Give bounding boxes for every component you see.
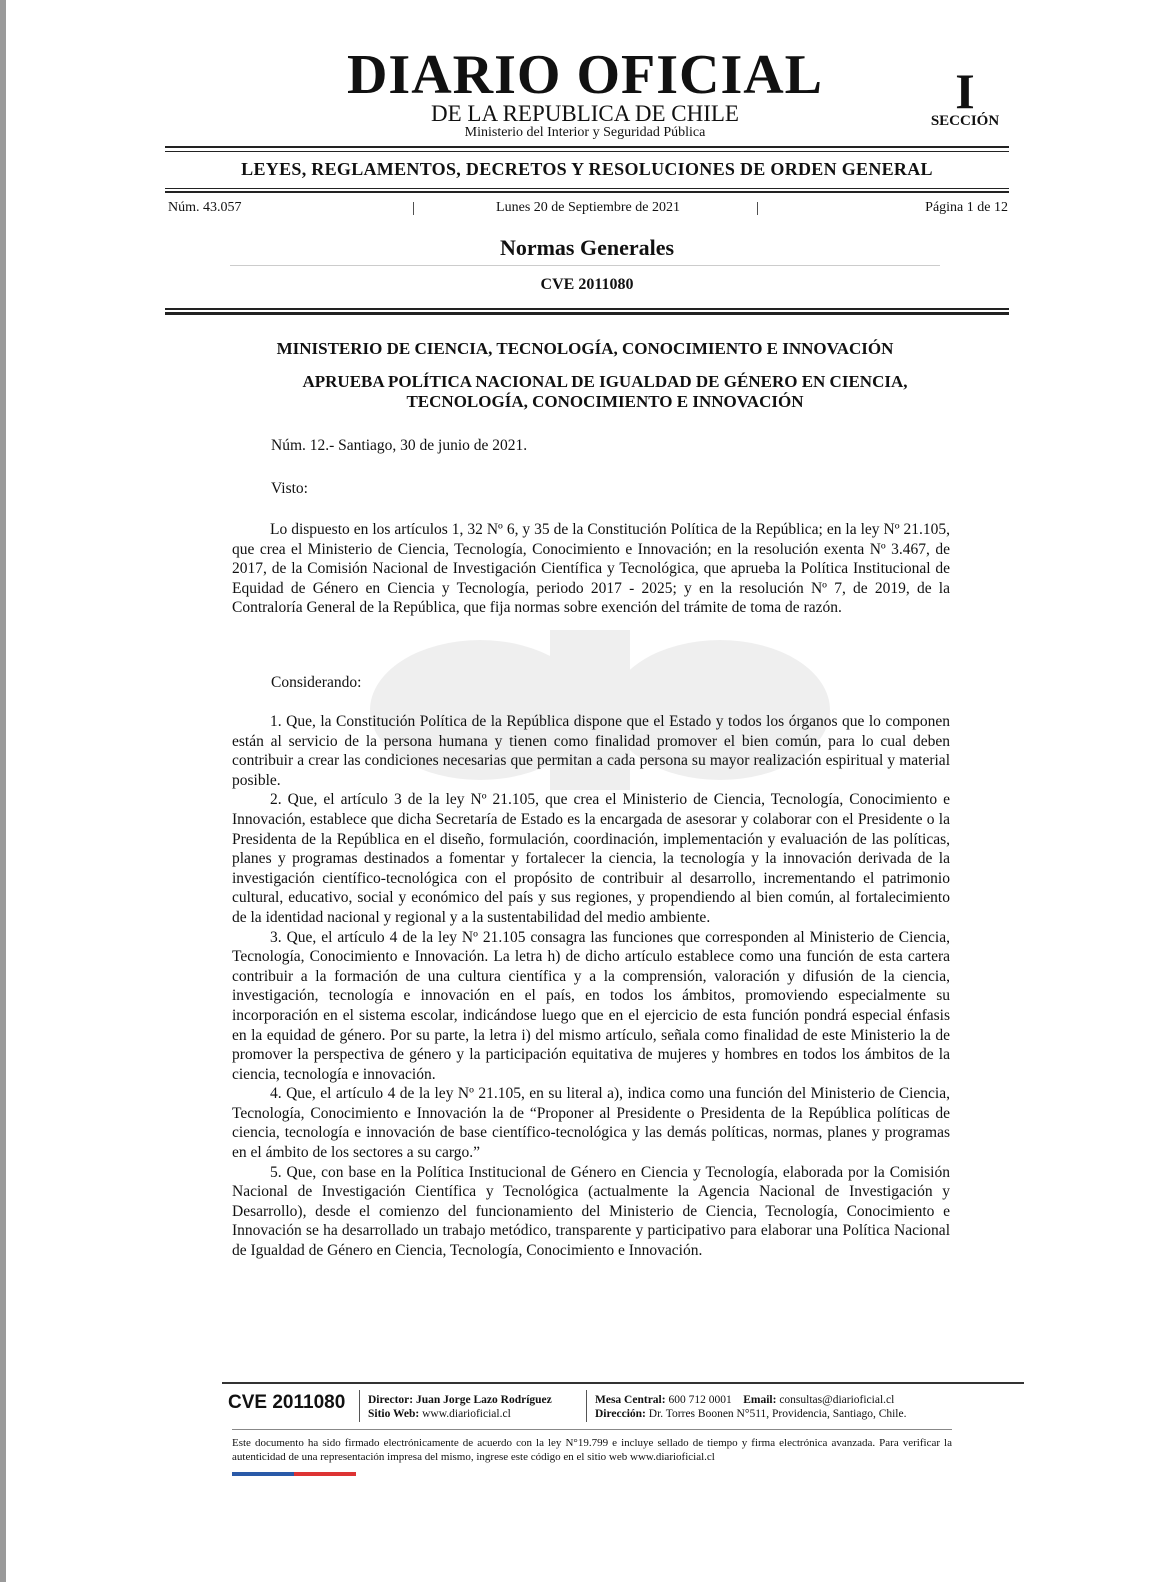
header-rule-top — [165, 146, 1009, 148]
email-link[interactable]: consultas@diarioficial.cl — [779, 1394, 895, 1406]
section-heading: Normas Generales — [499, 235, 675, 260]
considerando-label: Considerando: — [271, 674, 362, 691]
section-number: I — [955, 63, 975, 119]
footer-divider — [586, 1390, 587, 1422]
masthead-subtitle: DE LA REPUBLICA DE CHILE — [431, 101, 739, 126]
page-indicator: Página 1 de 12 — [925, 200, 1008, 215]
meta-separator: | — [412, 200, 416, 216]
mesa-phone: 600 712 0001 — [668, 1394, 732, 1406]
considerando-item: 1. Que, la Constitución Política de la República dispone que el Estado y todos los órganos que lo componen están al servicio de la persona humana y tienen como finalidad promover el bien común, para lo cual deben contribuir a crear las condiciones necesarias que permitan a cada persona su mayor realización espiritual y material posible. — [232, 713, 950, 789]
considerando-item: 2. Que, el artículo 3 de la ley Nº 21.105, que crea el Ministerio de Ciencia, Tecnología, Conocimiento e Innovación, establece que dicha Secretaría de Estado es la encargada de asesorar y colaborar con el Presidente o la Presidenta de la República en el diseño, formulación, coordinación, implementación y evaluación de las políticas, planes y programas destinados a fomentar y fortalecer la ciencia, la tecnología y la innovación derivada de la investigación científico-tecnológica con el propósito de contribuir al desarrollo, incrementando el patrimonio cultural, educativo, social y económico del país y sus regiones, y propendiendo al bien común, al fortalecimiento de la identidad nacional y regional y a la sustentabilidad del medio ambiente. — [232, 791, 950, 926]
decree-number-date: Núm. 12.- Santiago, 30 de junio de 2021. — [271, 437, 528, 454]
flag-stripe-blue — [232, 1472, 294, 1476]
flag-stripe-red — [294, 1472, 356, 1476]
document-ministry: MINISTERIO DE CIENCIA, TECNOLOGÍA, CONOCIMIENTO E INNOVACIÓN — [276, 339, 894, 358]
considerando-item: 3. Que, el artículo 4 de la ley Nº 21.105 consagra las funciones que corresponden al Ministerio de Ciencia, Tecnología, Conocimiento e Innovación. La letra h) de dicho artículo establece como una función de esta cartera contribuir a la formación de una cultura científica y a la comprensión, valoración y difusión de la ciencia, investigación, tecnología e innovación en el país, en todos los ámbitos, promoviendo especialmente su incorporación en el sistema escolar, indicándose luego que en el ejercicio de esta función pondrá especial énfasis en la equidad de género. Por su parte, la letra i) del mismo artículo, señala como finalidad de este Ministerio la de promover la perspectiva de género y la participación equitativa de mujeres y hombres en todos los ámbitos de la ciencia, tecnología e innovación. — [232, 928, 950, 1083]
considerando-list — [232, 712, 950, 1261]
section-divider — [230, 265, 940, 266]
director-label: Director: — [368, 1394, 414, 1406]
issue-number: Núm. 43.057 — [168, 200, 242, 215]
header-rule-bottom — [165, 308, 1009, 310]
footer-contact-block — [595, 1393, 906, 1421]
header-rule-bottom-thick — [165, 312, 1009, 315]
meta-separator: | — [756, 200, 760, 216]
address-text: Dr. Torres Boonen N°511, Providencia, Santiago, Chile. — [648, 1408, 907, 1420]
page-edge — [0, 0, 6, 1582]
mesa-label: Mesa Central: — [595, 1394, 666, 1406]
considerando-item: 5. Que, con base en la Política Institucional de Género en Ciencia y Tecnología, elaborada por la Comisión Nacional de Investigación Científica y Tecnológica (actualmente la Agencia Nacional de Investigación y Desarrollo), desde el comienzo del funcionamiento del Ministerio de Ciencia, Tecnología, Conocimiento e Innovación se ha desarrollado un trabajo metódico, transparente y participativo para elaborar una Política Nacional de Igualdad de Género en Ciencia, Tecnología, Conocimiento e Innovación. — [232, 1163, 950, 1260]
web-link[interactable]: www.diarioficial.cl — [422, 1408, 511, 1420]
masthead-ministry: Ministerio del Interior y Seguridad Pública — [464, 125, 706, 140]
director-name: Juan Jorge Lazo Rodríguez — [416, 1394, 552, 1406]
footer-rule-thin — [232, 1429, 952, 1430]
section-label: SECCIÓN — [930, 113, 1000, 129]
document-title-line2: TECNOLOGÍA, CONOCIMIENTO E INNOVACIÓN — [406, 392, 804, 411]
issue-date: Lunes 20 de Septiembre de 2021 — [496, 200, 680, 215]
header-rule-mid-thick — [165, 191, 1009, 193]
issue-meta-row — [168, 200, 1008, 220]
masthead-title: DIARIO OFICIAL — [346, 44, 824, 106]
visto-paragraph: Lo dispuesto en los artículos 1, 32 Nº 6, y 35 de la Constitución Política de la República; en la ley Nº 21.105, que crea el Ministerio de Ciencia, Tecnología, Conocimiento e Innovación; en la resolución exenta Nº 3.467, de 2017, de la Comisión Nacional de Investigación Científica y Tecnológica, que aprueba la Política Institucional de Equidad de Género en Ciencia y Tecnología, periodo 2017 - 2025; y en la resolución Nº 7, de 2019, de la Contraloría General de la República, que fija normas sobre exención del trámite de toma de razón. — [232, 521, 950, 617]
header-rule-mid — [165, 188, 1009, 189]
document-title-line1: APRUEBA POLÍTICA NACIONAL DE IGUALDAD DE GÉNERO EN CIENCIA, — [302, 372, 908, 391]
web-label: Sitio Web: — [368, 1408, 420, 1420]
considerando-item: 4. Que, el artículo 4 de la ley Nº 21.105, en su literal a), indica como una función del Ministerio de Ciencia, Tecnología, Conocimiento e Innovación la de “Proponer al Presidente o Presidenta de la República políticas de ciencia, tecnología e innovación de base científico-tecnológica y las demás políticas, normas, planes y programas en el ámbito de los sectores a su cargo.” — [232, 1085, 950, 1162]
footer-legal-notice: Este documento ha sido firmado electrónicamente de acuerdo con la ley N°19.799 e incluye sellado de tiempo y firma electrónica avanzada. Para verificar la autenticidad de una representación impresa del mismo, ingrese este código en el sitio web www.diarioficial.cl — [232, 1437, 952, 1463]
cve-code: CVE 2011080 — [540, 276, 634, 293]
category-heading: LEYES, REGLAMENTOS, DECRETOS Y RESOLUCIONES DE ORDEN GENERAL — [241, 159, 933, 179]
document-title — [200, 372, 1010, 412]
email-label: Email: — [743, 1394, 777, 1406]
header-rule-top-thin — [165, 151, 1009, 152]
visto-label: Visto: — [271, 480, 308, 497]
footer-director-block — [368, 1393, 552, 1421]
footer-cve: CVE 2011080 — [228, 1392, 346, 1413]
footer-divider — [359, 1390, 360, 1422]
footer-rule — [222, 1382, 1024, 1384]
address-label: Dirección: — [595, 1408, 646, 1420]
